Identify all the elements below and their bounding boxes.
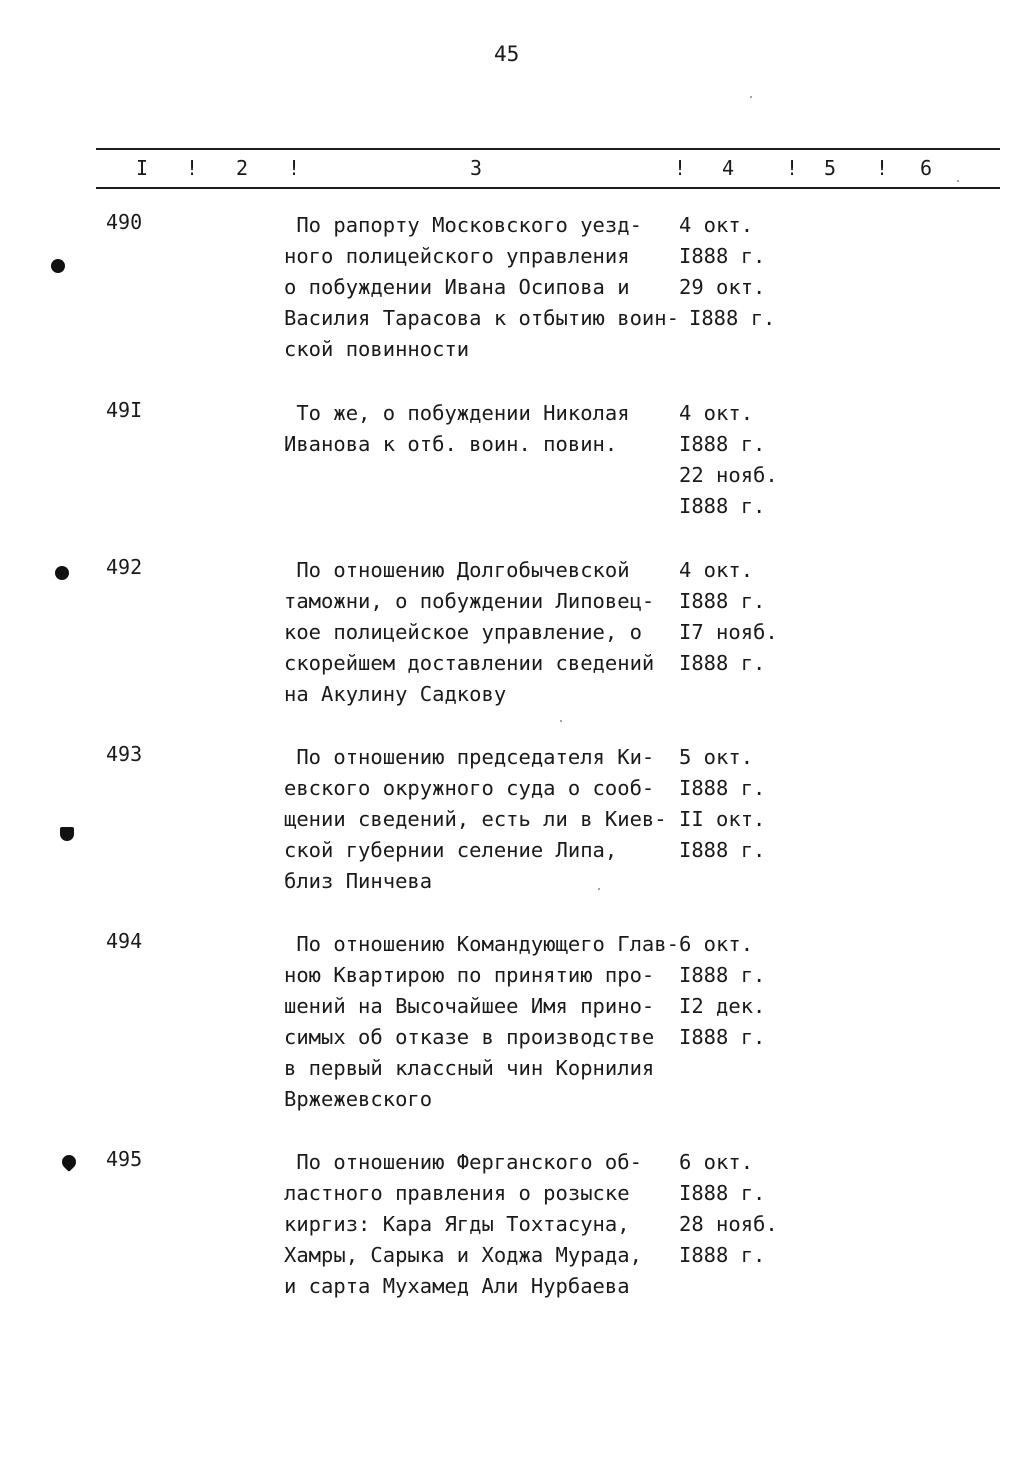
description-line: симых об отказе в производстве <box>284 1025 655 1049</box>
date-line: I2 дек. <box>679 994 766 1018</box>
description-line: ного полицейского управления <box>284 244 630 268</box>
entry-dates <box>679 1147 799 1271</box>
punch-hole-mark-icon <box>51 259 65 273</box>
table-top-rule <box>96 148 1000 150</box>
description-line: По отношению Ферганского об- <box>284 1150 642 1174</box>
scan-speck <box>598 888 600 890</box>
entry-description <box>284 210 684 365</box>
date-line: 22 нояб. <box>679 463 778 487</box>
entry-number: 494 <box>106 929 143 953</box>
entry-description <box>284 555 684 710</box>
entry-number: 492 <box>106 555 143 579</box>
description-line: шений на Высочайшее Имя прино- <box>284 994 655 1018</box>
date-line: 4 окт. <box>679 213 754 237</box>
table-header <box>0 156 1024 182</box>
date-line: I888 г. <box>679 963 766 987</box>
entry-description <box>284 929 684 1115</box>
date-line: I888 г. <box>679 838 766 862</box>
date-line: I888 г. <box>679 494 766 518</box>
description-line: кое полицейское управление, о <box>284 620 642 644</box>
entry-number: 493 <box>106 742 143 766</box>
column-header-2: 2 <box>236 156 249 180</box>
entry-dates <box>679 742 799 866</box>
description-line: и сарта Мухамед Али Нурбаева <box>284 1274 630 1298</box>
date-line: 5 окт. <box>679 745 754 769</box>
entry-description <box>284 1147 684 1302</box>
date-line: I888 г. <box>679 1025 766 1049</box>
entry-number: 49I <box>106 398 143 422</box>
date-line: 6 окт. <box>679 1150 754 1174</box>
entry-dates <box>679 398 799 522</box>
entry-number: 490 <box>106 210 143 234</box>
description-line: По отношению Командующего Глав- <box>284 932 679 956</box>
description-line: на Акулину Садкову <box>284 682 507 706</box>
description-line: Иванова к отб. воин. повин. <box>284 432 618 456</box>
column-header-1: I <box>136 156 149 180</box>
entry-dates <box>679 555 799 679</box>
entry-number: 495 <box>106 1147 143 1171</box>
column-header-5: 5 <box>824 156 837 180</box>
date-line: I888 г. <box>679 244 766 268</box>
entry-dates <box>679 929 799 1053</box>
column-header-4: 4 <box>722 156 735 180</box>
punch-hole-mark-icon <box>59 1152 79 1172</box>
description-line: По отношению Долгобычевской <box>284 558 630 582</box>
date-line: 29 окт. <box>679 275 766 299</box>
date-line: 28 нояб. <box>679 1212 778 1236</box>
description-line: евского окружного суда о сооб- <box>284 776 655 800</box>
description-line: таможни, о побуждении Липовец- <box>284 589 655 613</box>
entry-description <box>284 398 684 460</box>
scan-speck <box>560 720 562 722</box>
description-line: По отношению председателя Ки- <box>284 745 655 769</box>
date-line: I888 г. <box>679 432 766 456</box>
entry-dates <box>679 210 799 334</box>
description-line: Вржежевского <box>284 1087 433 1111</box>
punch-hole-mark-icon <box>60 827 74 841</box>
column-header-6: 6 <box>920 156 933 180</box>
date-line: I888 г. <box>679 1181 766 1205</box>
date-line: I888 г. <box>679 651 766 675</box>
column-separator: ! <box>288 156 301 180</box>
description-line: По рапорту Московского уезд- <box>284 213 642 237</box>
page-number: 45 <box>494 42 520 66</box>
description-line: близ Пинчева <box>284 869 433 893</box>
description-line: Василия Тарасова к отбытию воин- <box>284 306 679 330</box>
column-separator: ! <box>876 156 889 180</box>
scan-speck <box>957 180 959 182</box>
description-line: ской повинности <box>284 337 470 361</box>
description-line: То же, о побуждении Николая <box>284 401 630 425</box>
date-line: I888 г. <box>679 1243 766 1267</box>
description-line: Хамры, Сарыка и Ходжа Мурада, <box>284 1243 642 1267</box>
date-line: I888 г. <box>679 589 766 613</box>
description-line: ною Квартирою по принятию про- <box>284 963 655 987</box>
description-line: ластного правления о розыске <box>284 1181 630 1205</box>
description-line: киргиз: Кара Ягды Тохтасуна, <box>284 1212 630 1236</box>
description-line: в первый классный чин Корнилия <box>284 1056 655 1080</box>
date-line: II окт. <box>679 807 766 831</box>
scan-speck <box>750 96 752 98</box>
date-line: 4 окт. <box>679 558 754 582</box>
entry-description <box>284 742 684 897</box>
punch-hole-mark-icon <box>55 566 69 580</box>
table-bottom-rule <box>96 187 1000 189</box>
date-line: I888 г. <box>679 776 766 800</box>
description-line: скорейшем доставлении сведений <box>284 651 655 675</box>
description-line: о побуждении Ивана Осипова и <box>284 275 630 299</box>
date-line: I888 г. <box>689 306 776 330</box>
column-separator: ! <box>786 156 799 180</box>
description-line: ской губернии селение Липа, <box>284 838 618 862</box>
date-line: I7 нояб. <box>679 620 778 644</box>
column-header-3: 3 <box>470 156 483 180</box>
date-line: 4 окт. <box>679 401 754 425</box>
column-separator: ! <box>674 156 687 180</box>
date-line: 6 окт. <box>679 932 754 956</box>
description-line: щении сведений, есть ли в Киев- <box>284 807 667 831</box>
column-separator: ! <box>186 156 199 180</box>
